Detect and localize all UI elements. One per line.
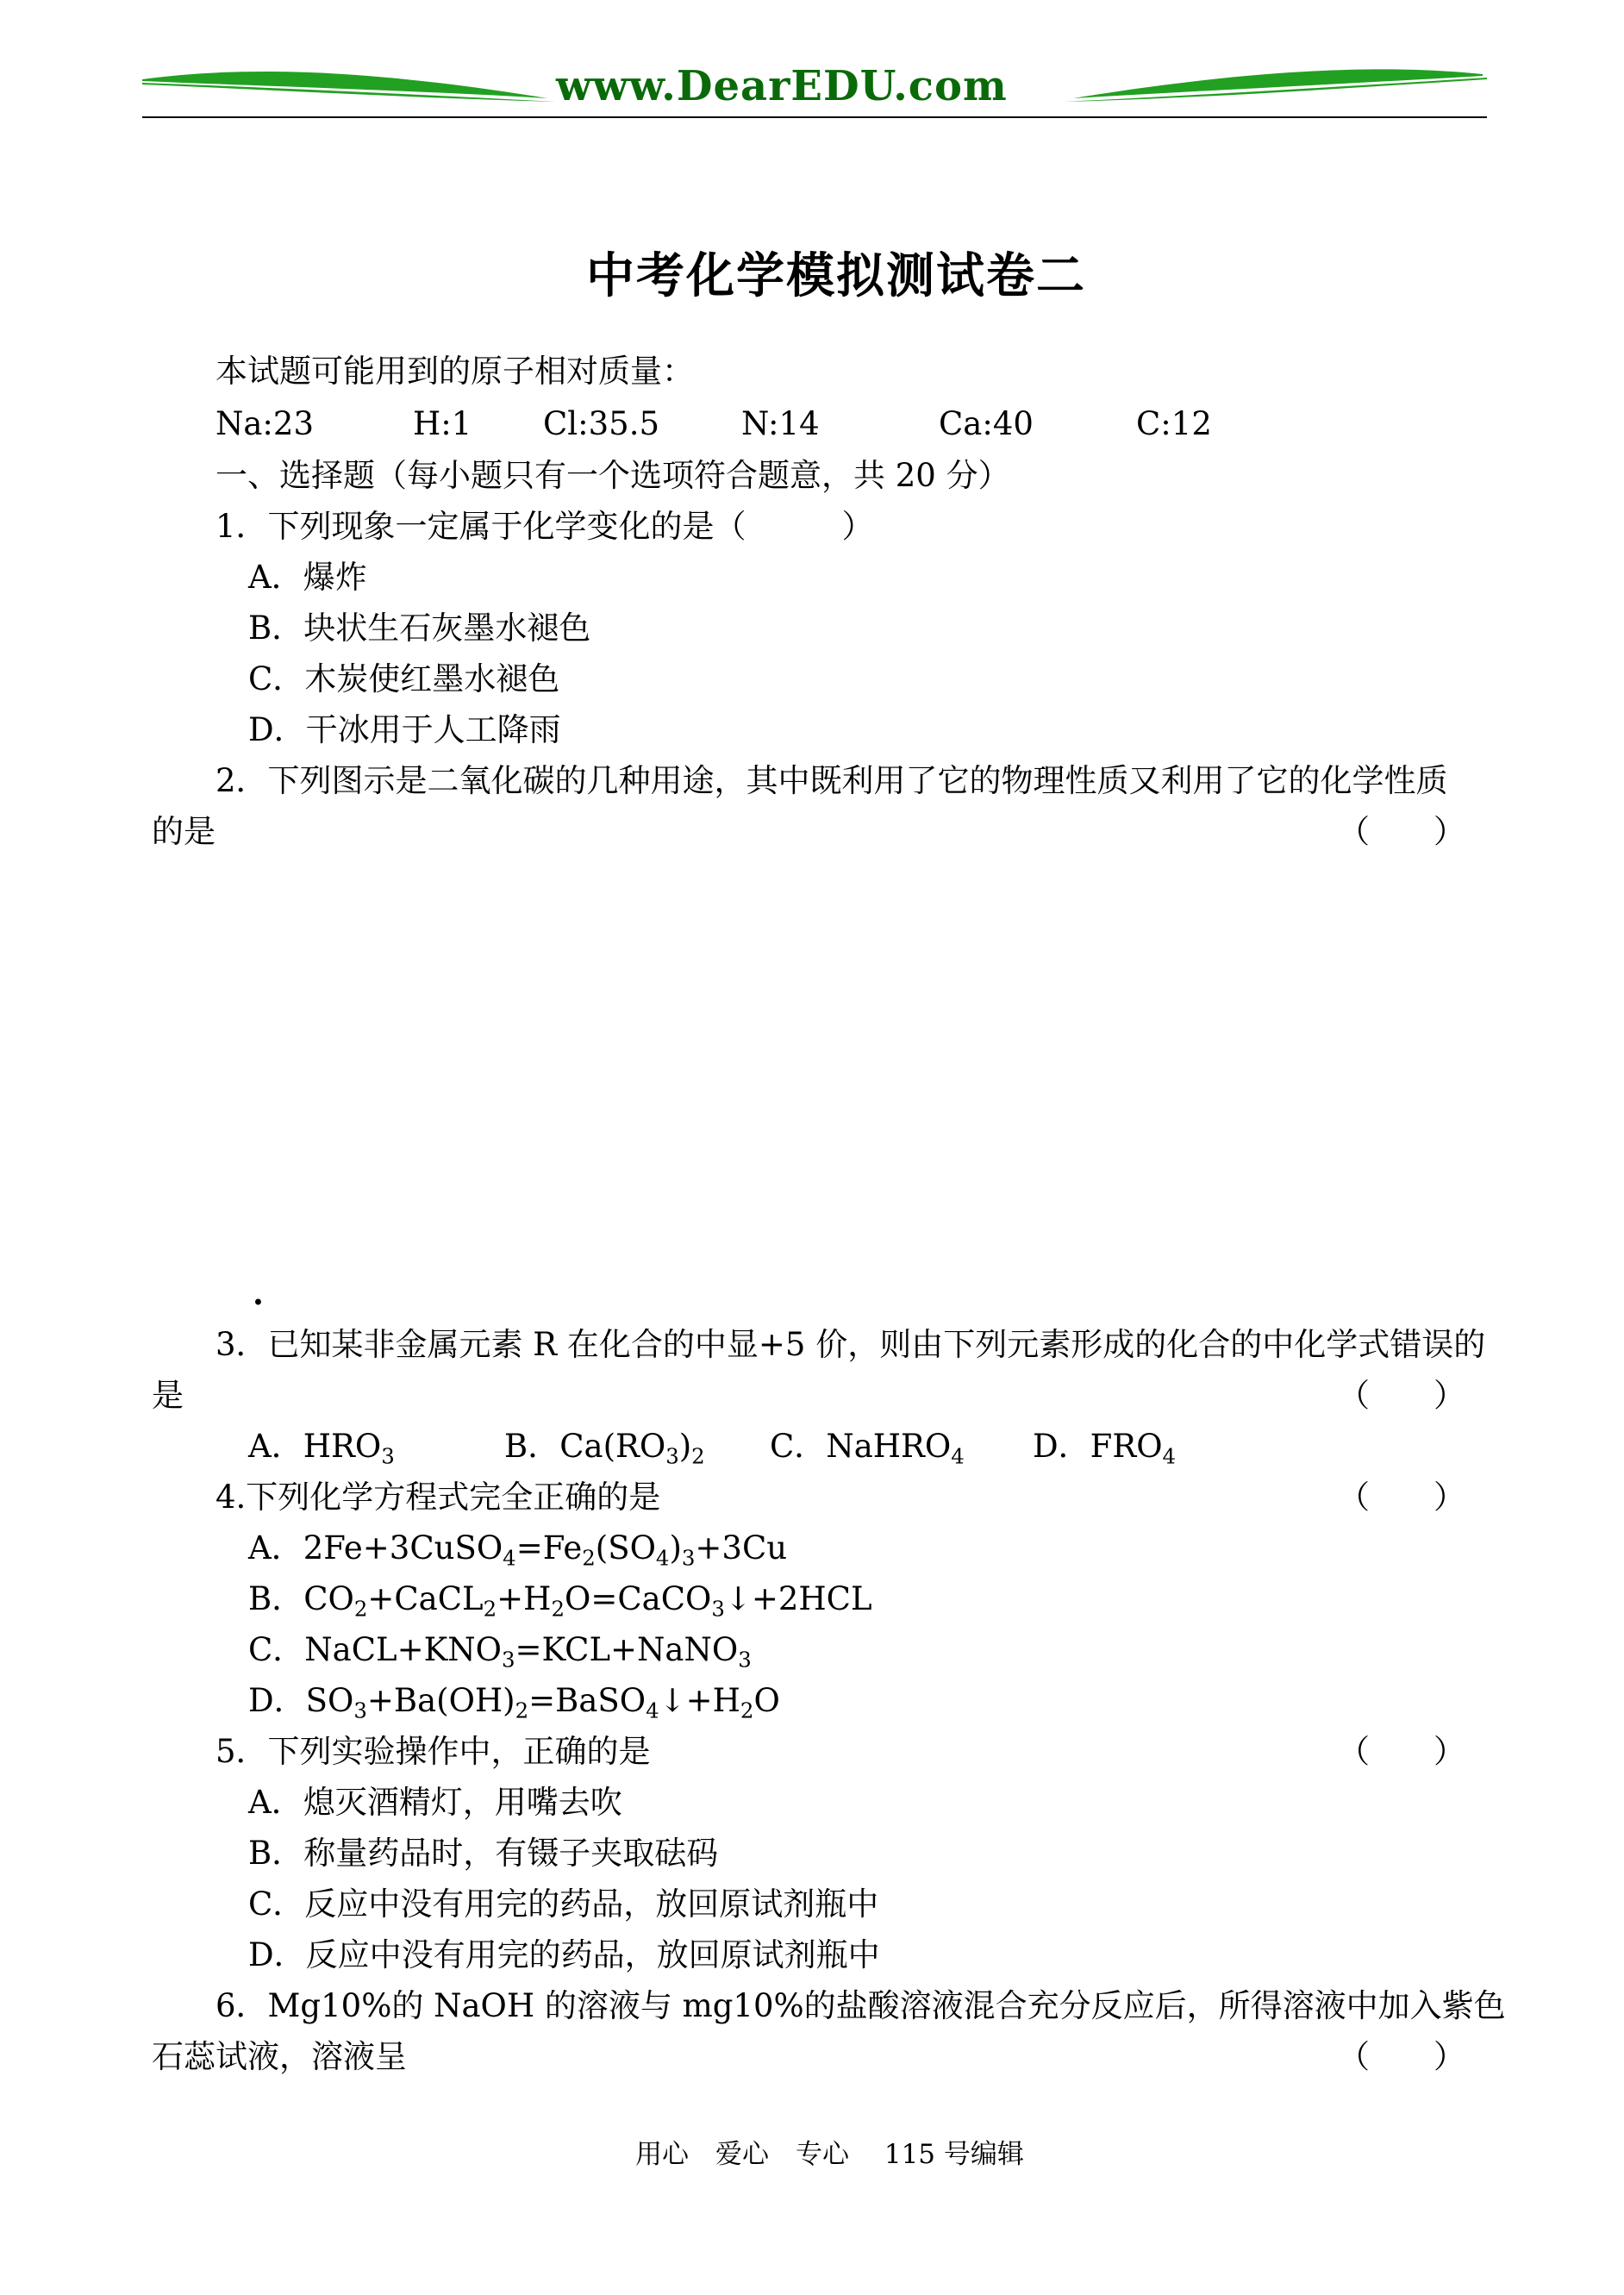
q4-answer-paren: （ ） (1338, 1479, 1465, 1516)
q5-answer-paren: （ ） (1338, 1733, 1465, 1770)
page-footer: 用心 爱心 专心 115 号编辑 (635, 2139, 1024, 2170)
q4-option-b: B．$CO_2+CaCL_2+H_2O=CaCO_3↓+2HCL$ (248, 1580, 872, 1622)
q3-option-d: D．$FRO_4$ (1033, 1428, 1177, 1469)
mass-n: N:14 (741, 405, 820, 442)
q5-option-c: C．反应中没有用完的药品，放回原试剂瓶中 (248, 1885, 879, 1923)
site-logo-text: www.DearEDU.com (556, 62, 1008, 110)
q5-option-a: A．熄灭酒精灯，用嘴去吹 (248, 1784, 622, 1821)
mass-cl: Cl:35.5 (543, 405, 659, 442)
q3-stem-line1: 3．已知某非金属元素 R 在化合的中显+5 价，则由下列元素形成的化合的中化学式错误的 (215, 1326, 1486, 1363)
q6-stem-line1: 6．Mg10%的 NaOH 的溶液与 mg10%的盐酸溶液混合充分反应后，所得溶液中加入紫色 (215, 1987, 1506, 2024)
q4-stem: 4.下列化学方程式完全正确的是 (215, 1479, 661, 1516)
q4-option-c: C．$NaCL+KNO_3=KCL+NaNO_3$ (248, 1631, 752, 1673)
mass-c: C:12 (1136, 405, 1212, 442)
q1-option-c: C．木炭使红墨水褪色 (248, 660, 560, 697)
mass-ca: Ca:40 (939, 405, 1034, 442)
section-heading: 一、选择题（每小题只有一个选项符合题意，共 20 分） (215, 457, 1010, 494)
q5-option-b: B．称量药品时，有镊子夹取砝码 (248, 1835, 719, 1872)
q2-answer-paren: （ ） (1338, 813, 1465, 850)
q1-option-a: A．爆炸 (248, 559, 367, 596)
q4-option-a: A．$2Fe+3CuSO_4=Fe_2(SO_4)_3+3Cu$ (248, 1529, 788, 1571)
q6-stem-line2: 石蕊试液，溶液呈 (152, 2038, 407, 2075)
q3-answer-paren: （ ） (1338, 1377, 1465, 1414)
mass-h: H:1 (413, 405, 472, 442)
q4-option-d: D．$SO_3+Ba(OH)_2=BaSO_4↓+H_2O$ (248, 1682, 780, 1723)
q2-stem-line1: 2．下列图示是二氧化碳的几种用途，其中既利用了它的物理性质又利用了它的化学性质 (215, 762, 1448, 799)
q1-stem: 1．下列现象一定属于化学变化的是（ ） (215, 508, 874, 545)
q3-option-b: B．$Ca(RO_3)_2$ (504, 1428, 705, 1469)
mass-na: Na:23 (215, 405, 314, 442)
q3-option-a: A．$HRO_3$ (248, 1428, 395, 1469)
q2-figure-placeholder-dot: . (253, 1274, 264, 1312)
q1-option-d: D．干冰用于人工降雨 (248, 711, 561, 748)
q2-stem-line2: 的是 (152, 813, 215, 850)
q5-stem: 5．下列实验操作中，正确的是 (215, 1733, 651, 1770)
q3-option-c: C．NaHRO$_4$ (770, 1428, 965, 1469)
q1-option-b: B．块状生石灰墨水褪色 (248, 610, 591, 647)
q3-stem-line2: 是 (152, 1377, 184, 1414)
intro-text: 本试题可能用到的原子相对质量： (215, 353, 694, 390)
q5-option-d: D．反应中没有用完的药品，放回原试剂瓶中 (248, 1936, 880, 1973)
page-title: 中考化学模拟测试卷二 (586, 247, 1086, 304)
q6-answer-paren: （ ） (1338, 2038, 1465, 2075)
site-header-banner (142, 60, 1487, 129)
